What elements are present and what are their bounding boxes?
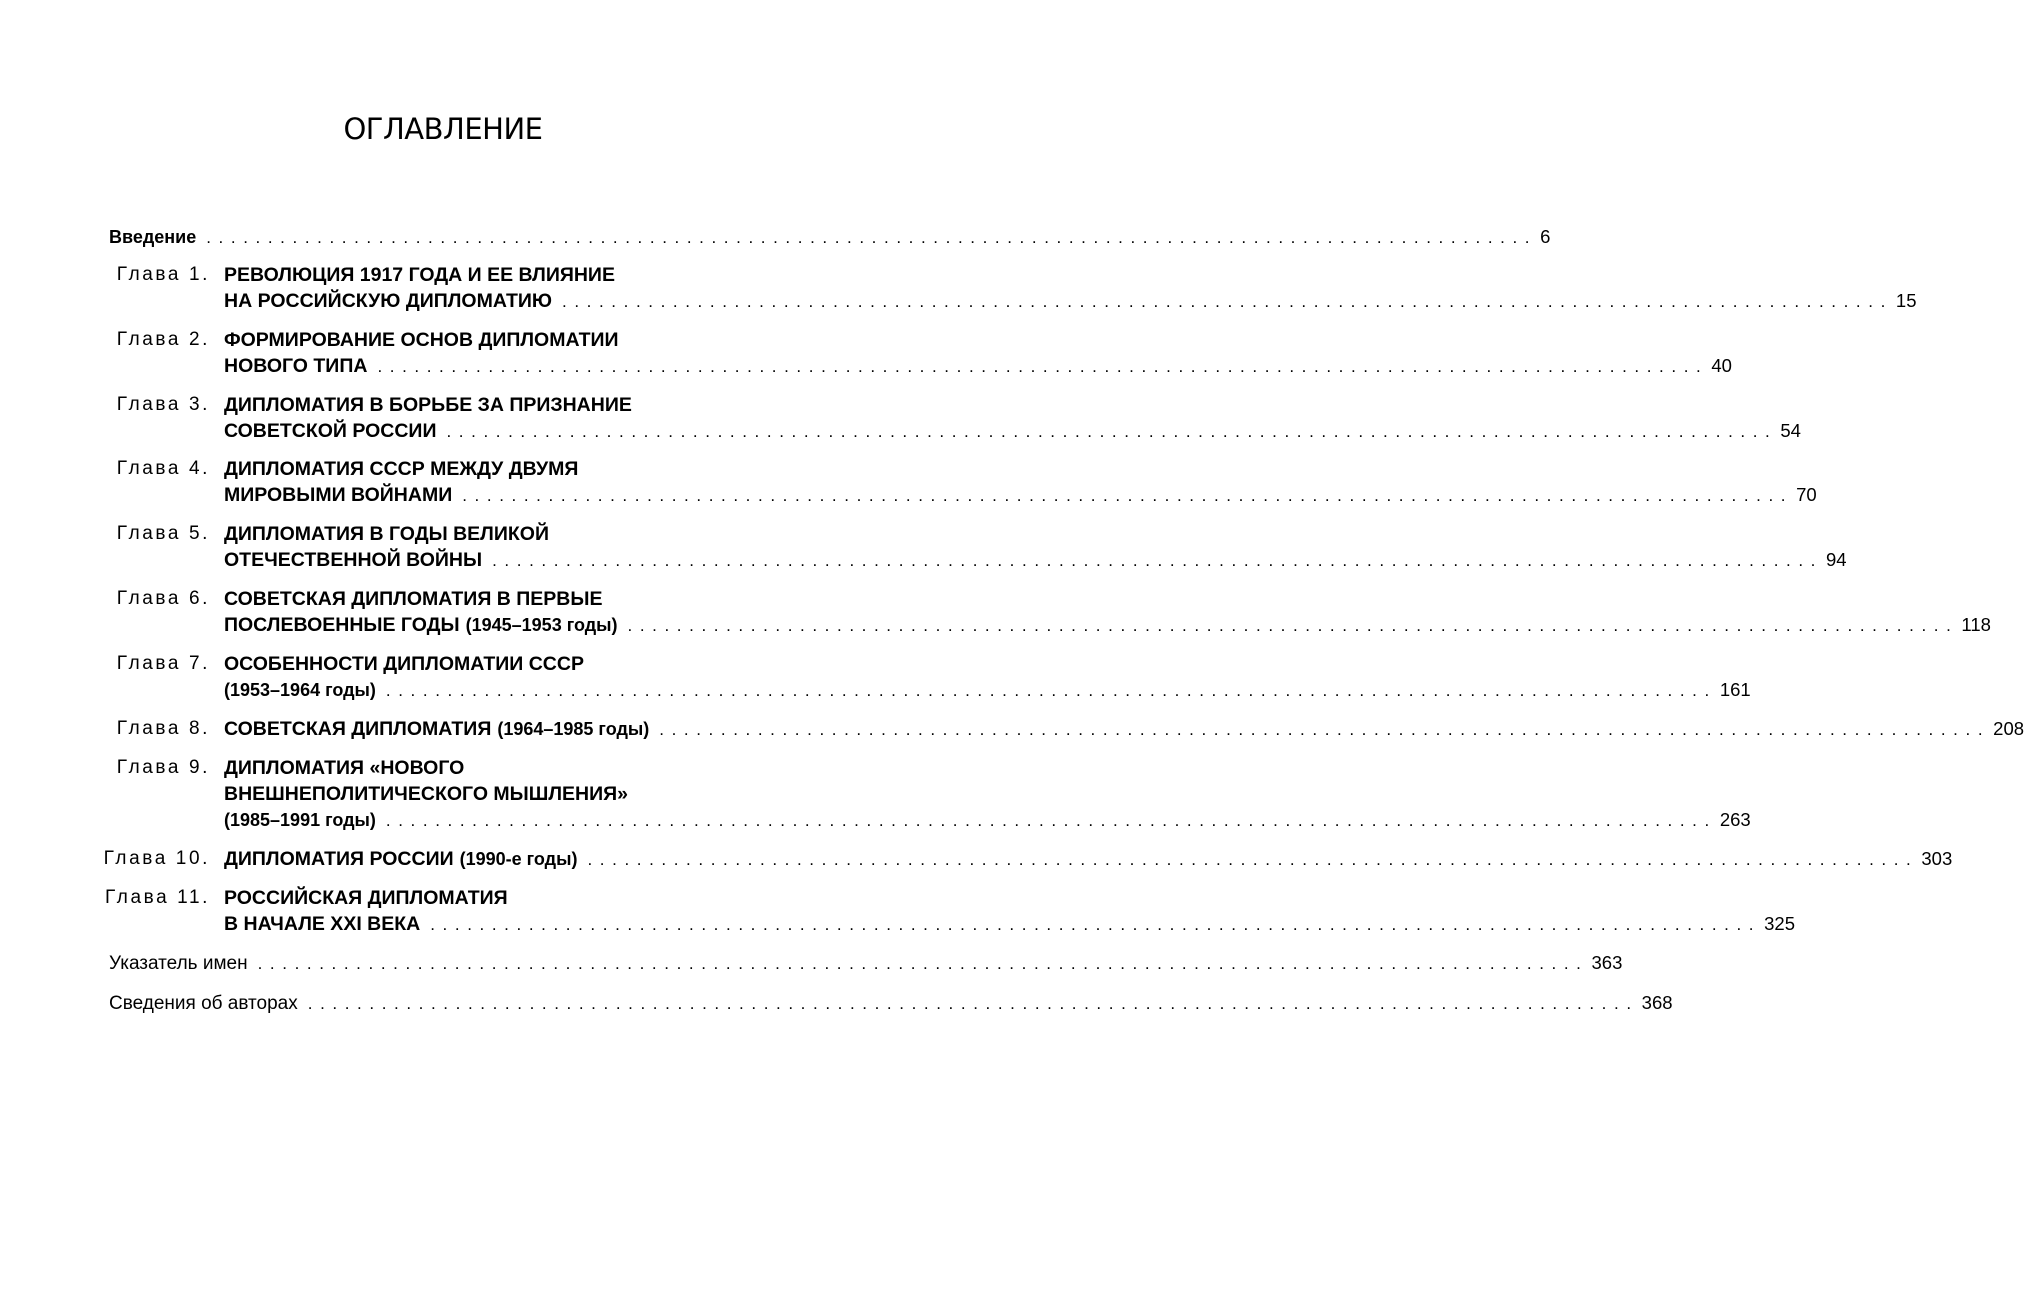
dot-leader: ............................................................................................................ bbox=[377, 357, 1709, 376]
toc-entry-index-names[interactable] bbox=[109, 952, 1623, 978]
chapter-title-line: СОВЕТСКАЯ ДИПЛОМАТИЯ В ПЕРВЫЕ bbox=[224, 588, 603, 610]
chapter-title-line: ДИПЛОМАТИЯ В ГОДЫ ВЕЛИКОЙ bbox=[224, 523, 549, 545]
chapter-title-line: ДИПЛОМАТИЯ СССР МЕЖДУ ДВУМЯ bbox=[224, 458, 579, 480]
dot-leader: ............................................................................................................ bbox=[446, 422, 1778, 441]
toc-page-number: 118 bbox=[1961, 614, 1991, 635]
chapter-label: Глава 11. bbox=[104, 887, 210, 908]
chapter-label: Глава 3. bbox=[116, 394, 210, 415]
toc-page-number: 303 bbox=[1921, 848, 1953, 869]
dot-leader: ............................................................................................................ bbox=[492, 551, 1824, 570]
chapter-years: (1985–1991 годы) bbox=[224, 810, 376, 830]
chapter-title-line: РЕВОЛЮЦИЯ 1917 ГОДА И ЕЕ ВЛИЯНИЕ bbox=[224, 264, 615, 286]
chapter-title-line: МИРОВЫМИ ВОЙНАМИ bbox=[224, 484, 453, 506]
toc-page-number: 6 bbox=[1540, 226, 1551, 247]
chapter-title-line: ДИПЛОМАТИЯ В БОРЬБЕ ЗА ПРИЗНАНИЕ bbox=[224, 394, 632, 416]
chapter-years: (1990-е годы) bbox=[459, 849, 578, 869]
toc-page-number: 94 bbox=[1826, 549, 1847, 570]
chapter-label: Глава 5. bbox=[116, 523, 210, 544]
chapter-title-line: ДИПЛОМАТИЯ «НОВОГО bbox=[224, 757, 465, 779]
toc-page-number: 368 bbox=[1641, 992, 1673, 1013]
toc-page-number: 263 bbox=[1719, 809, 1751, 830]
toc-entry-authors[interactable] bbox=[109, 992, 1673, 1018]
dot-leader: ............................................................................................................ bbox=[385, 681, 1717, 700]
dot-leader: ............................................................................................................ bbox=[627, 616, 1959, 635]
chapter-title-line: РОССИЙСКАЯ ДИПЛОМАТИЯ bbox=[224, 887, 508, 909]
dot-leader: ............................................................................................................ bbox=[430, 915, 1762, 934]
chapter-title-line: НОВОГО ТИПА bbox=[224, 355, 368, 377]
chapter-label: Глава 1. bbox=[116, 264, 210, 285]
chapter-label: Глава 7. bbox=[116, 653, 210, 674]
dot-leader: ............................................................................................................ bbox=[206, 228, 1538, 247]
toc-entry-title: Указатель имен bbox=[109, 953, 248, 974]
dot-leader: ............................................................................................................ bbox=[462, 486, 1794, 505]
chapter-label: Глава 10. bbox=[103, 848, 210, 869]
chapter-years: (1964–1985 годы) bbox=[497, 719, 650, 739]
chapter-title-line: ФОРМИРОВАНИЕ ОСНОВ ДИПЛОМАТИИ bbox=[224, 329, 619, 351]
chapter-years: (1945–1953 годы) bbox=[465, 615, 618, 635]
dot-leader: ............................................................................................................ bbox=[385, 811, 1717, 830]
page-title: ОГЛАВЛЕНИЕ bbox=[343, 112, 543, 146]
toc-page-number: 161 bbox=[1719, 679, 1751, 700]
toc-entry-title: Сведения об авторах bbox=[109, 993, 298, 1014]
toc-page-number: 325 bbox=[1764, 913, 1796, 934]
chapter-label: Глава 8. bbox=[116, 718, 210, 739]
toc-page-number: 40 bbox=[1711, 355, 1732, 376]
toc-page-number: 363 bbox=[1591, 952, 1623, 973]
dot-leader: ............................................................................................................ bbox=[659, 720, 1991, 739]
dot-leader: ............................................................................................................ bbox=[307, 994, 1639, 1013]
toc-page-number: 54 bbox=[1780, 420, 1801, 441]
chapter-label: Глава 9. bbox=[116, 757, 210, 778]
toc-page-number: 70 bbox=[1796, 484, 1817, 505]
chapter-title-line: ПОСЛЕВОЕННЫЕ ГОДЫ bbox=[224, 614, 460, 636]
chapter-title-line: НА РОССИЙСКУЮ ДИПЛОМАТИЮ bbox=[224, 290, 552, 312]
dot-leader: ............................................................................................................ bbox=[257, 954, 1589, 973]
chapter-title-line: В НАЧАЛЕ XXI ВЕКА bbox=[224, 913, 421, 935]
chapter-label: Глава 6. bbox=[116, 588, 210, 609]
chapter-label: Глава 4. bbox=[116, 458, 210, 479]
toc-entry-title: Введение bbox=[109, 227, 197, 247]
chapter-title-line: ДИПЛОМАТИЯ РОССИИ bbox=[224, 848, 454, 870]
chapter-label: Глава 2. bbox=[116, 329, 210, 350]
dot-leader: ............................................................................................................ bbox=[562, 292, 1893, 311]
toc-entry-intro[interactable] bbox=[109, 226, 1551, 252]
chapter-title-line: ОТЕЧЕСТВЕННОЙ ВОЙНЫ bbox=[224, 549, 483, 571]
chapter-title-line: СОВЕТСКАЯ ДИПЛОМАТИЯ bbox=[224, 718, 492, 740]
chapter-title-line: СОВЕТСКОЙ РОССИИ bbox=[224, 420, 437, 442]
chapter-title-line: ВНЕШНЕПОЛИТИЧЕСКОГО МЫШЛЕНИЯ» bbox=[224, 783, 628, 805]
toc-page-number: 15 bbox=[1895, 290, 1917, 311]
dot-leader: ............................................................................................................ bbox=[587, 850, 1919, 869]
chapter-title-line: ОСОБЕННОСТИ ДИПЛОМАТИИ СССР bbox=[224, 653, 584, 675]
toc-page-number: 208 bbox=[1993, 718, 2024, 739]
chapter-years: (1953–1964 годы) bbox=[224, 680, 376, 700]
